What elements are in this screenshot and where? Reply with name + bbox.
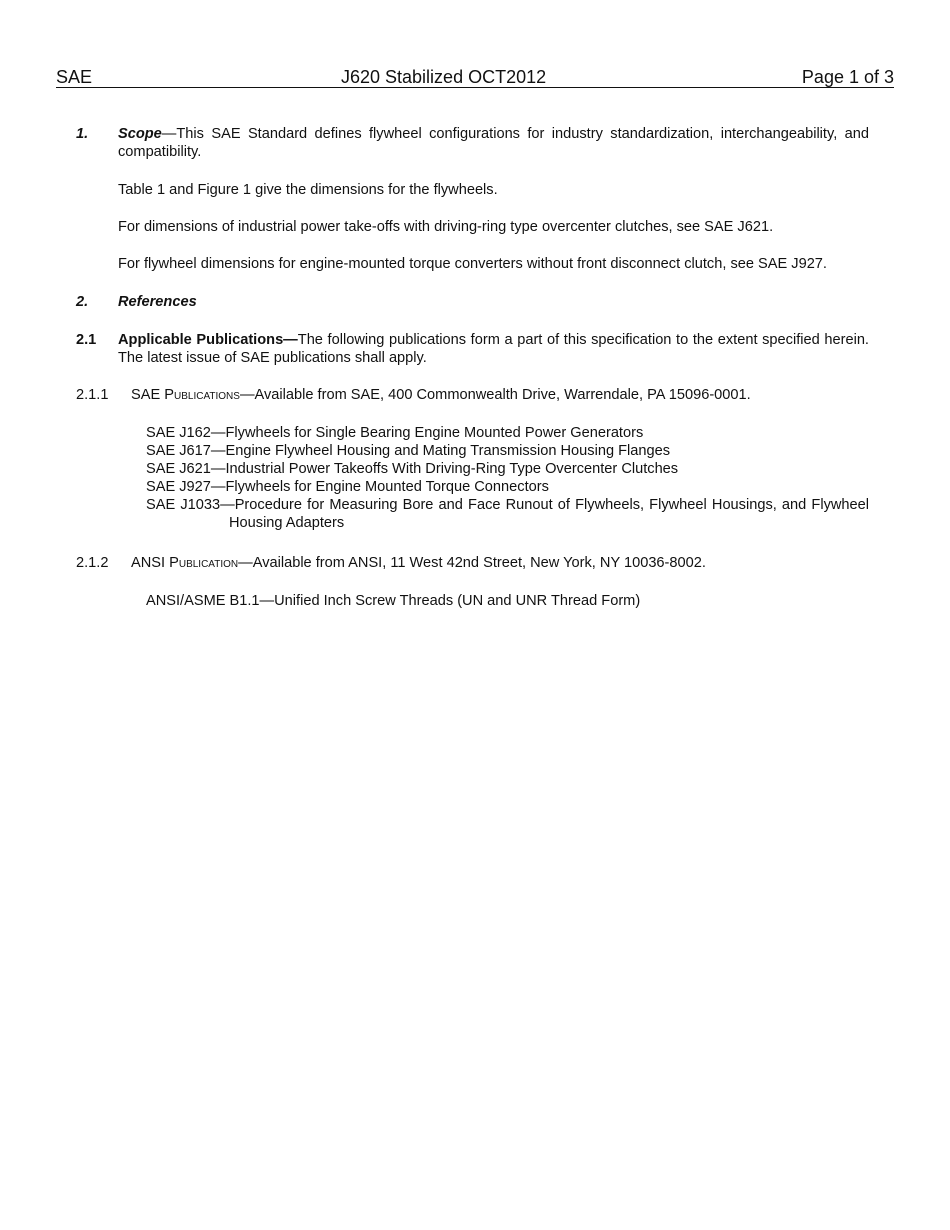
section-1-number: 1.: [76, 126, 89, 142]
section-2-1-1: [131, 386, 891, 404]
sae-publication-list: [146, 424, 869, 532]
section-2-1-text: The following publications form a part of this specification to the extent specified herein. The latest issue of SAE publications shall apply.: [118, 332, 869, 366]
section-2-1-2-number: 2.1.2: [76, 555, 109, 571]
list-item: SAE J1033—Procedure for Measuring Bore and Face Runout of Flywheels, Flywheel Housings, and Flywheel Housing Adapters: [146, 497, 869, 531]
list-item: SAE J621—Industrial Power Takeoffs With Driving-Ring Type Overcenter Clutches: [146, 461, 679, 477]
header-page-number: Page 1 of 3: [801, 67, 894, 87]
section-1-text: —This SAE Standard defines flywheel configurations for industry standardization, interchangeability, and compatibility.: [118, 126, 869, 160]
section-2-1-2-text: —Available from ANSI, 11 West 42nd Street, New York, NY 10036-8002.: [238, 555, 706, 571]
section-2-number: 2.: [76, 294, 89, 310]
section-2-1-1-title: SAE Publications: [131, 387, 240, 403]
ansi-publication-list: [146, 592, 869, 610]
list-item: ANSI/ASME B1.1—Unified Inch Screw Threads (UN and UNR Thread Form): [146, 593, 641, 609]
section-1-title: Scope: [118, 126, 162, 142]
list-item: SAE J927—Flywheels for Engine Mounted Torque Connectors: [146, 479, 549, 495]
page-header: [56, 67, 894, 88]
section-1-paragraph: Table 1 and Figure 1 give the dimensions for the flywheels.: [118, 182, 498, 198]
section-1-paragraph: For dimensions of industrial power take-offs with driving-ring type overcenter clutches, see SAE J621.: [118, 219, 774, 235]
section-2-1-title: Applicable Publications—: [118, 332, 298, 348]
section-1-paragraph: For flywheel dimensions for engine-mounted torque converters without front disconnect clutch, see SAE J927.: [118, 256, 827, 272]
list-item: SAE J162—Flywheels for Single Bearing Engine Mounted Power Generators: [146, 425, 644, 441]
list-item: SAE J617—Engine Flywheel Housing and Mating Transmission Housing Flanges: [146, 443, 671, 459]
section-2-1: [118, 331, 869, 367]
section-2-1-2: [131, 554, 891, 572]
section-1-scope: [118, 125, 869, 161]
section-2-1-2-title: ANSI Publication: [131, 555, 239, 571]
section-2-1-1-text: —Available from SAE, 400 Commonwealth Drive, Warrendale, PA 15096-0001.: [239, 387, 751, 403]
section-2-1-1-number: 2.1.1: [76, 387, 109, 403]
header-document-id: J620 Stabilized OCT2012: [341, 67, 547, 87]
section-2-title: References: [118, 294, 197, 310]
section-2-1-number: 2.1: [76, 332, 97, 348]
header-org: SAE: [56, 67, 93, 87]
